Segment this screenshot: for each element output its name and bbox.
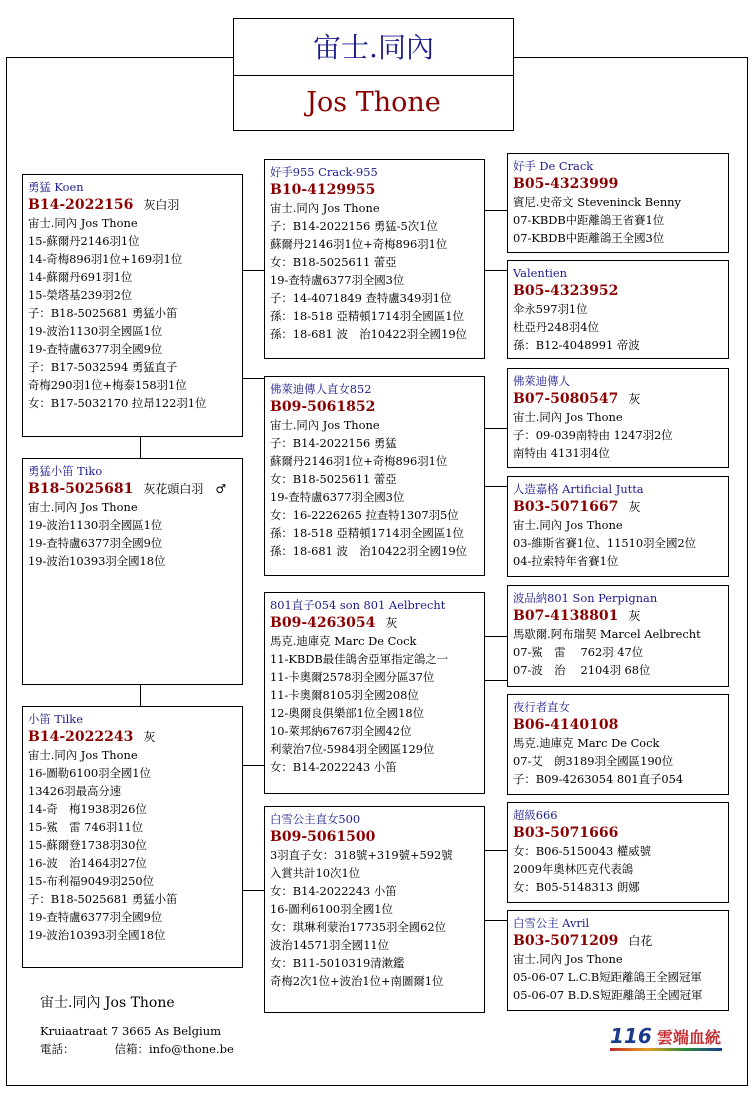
record-line: 女：B14-2022243 小笛	[270, 760, 397, 774]
record-line: 11-卡奧爾8105羽全國208位	[270, 688, 419, 702]
bird-name: 佛萊迪傳人	[513, 374, 570, 388]
ring-number: B10-4129955	[270, 182, 376, 198]
record-line: 19-波治1130羽全國區1位	[28, 324, 163, 338]
pedigree-box-sdd	[507, 476, 729, 577]
bird-name: 波品納801 Son Perpignan	[513, 591, 658, 605]
bird-color: 灰	[385, 616, 398, 630]
record-line: 波治14571羽全國11位	[270, 938, 390, 952]
record-line: 16-波 治1464羽27位	[28, 856, 147, 870]
record-line: 女：B18-5025611 蕾亞	[270, 255, 397, 269]
pedigree-box-sire-sire	[264, 159, 485, 359]
record-line: 11-卡奧爾2578羽全國分區37位	[270, 670, 435, 684]
record-line: 孫：18-681 波 治10422羽全國19位	[270, 327, 467, 341]
record-line: 14-奇 梅1938羽26位	[28, 802, 147, 816]
pedigree-box-subject	[22, 458, 243, 685]
record-line: 子：B14-2022156 勇猛-5次1位	[270, 219, 438, 233]
connector-line	[484, 680, 507, 681]
record-line: 女：B06-5150043 權威號	[513, 844, 652, 858]
record-line: 宙士.同內 Jos Thone	[513, 410, 623, 424]
pedigree-box-dss	[507, 585, 729, 687]
bird-color: 白花	[628, 934, 653, 948]
record-line: 子：09-039南特由 1247羽2位	[513, 428, 673, 442]
bird-color: 灰白羽	[143, 198, 180, 212]
logo-text: 雲端血統	[656, 1028, 721, 1047]
connector-line	[484, 920, 507, 921]
record-line: 15-榮塔基239羽2位	[28, 288, 133, 302]
record-line: 11-KBDB最佳鴿舍亞軍指定鴿之一	[270, 652, 449, 666]
ring-number: B05-4323999	[513, 176, 619, 192]
brand-logo	[610, 1024, 722, 1052]
record-line: 子：B18-5025681 勇猛小笛	[28, 306, 178, 320]
breeder-footer	[40, 994, 234, 1058]
breeder-address: Kruiaatraat 7 3665 As Belgium	[40, 1024, 222, 1038]
record-line: 19-查特盧6377羽全國9位	[28, 910, 163, 924]
pedigree-box-dam-sire	[264, 592, 485, 794]
connector-line	[484, 850, 507, 851]
record-line: 宙士.同內 Jos Thone	[28, 500, 138, 514]
bird-name: 佛萊迪傳人直女852	[270, 382, 372, 396]
record-line: 女：16-2226265 拉查特1307羽5位	[270, 508, 459, 522]
record-line: 宙士.同內 Jos Thone	[28, 748, 138, 762]
pedigree-box-ssd	[507, 260, 729, 359]
record-line: 杜亞丹248羽4位	[513, 320, 599, 334]
record-line: 10-萊邦納6767羽全國42位	[270, 724, 412, 738]
bird-name: 人造嘉格 Artificial Jutta	[513, 482, 644, 496]
ring-number: B09-5061500	[270, 829, 376, 845]
bird-color: 灰	[628, 392, 641, 406]
title-english: Jos Thone	[306, 87, 441, 118]
record-line: 宙士.同內 Jos Thone	[270, 201, 380, 215]
bird-name: 好手 De Crack	[513, 159, 594, 173]
record-line: 07-鯊 雷 762羽 47位	[513, 645, 644, 659]
record-line: 07-艾 朗3189羽全國區190位	[513, 754, 674, 768]
record-line: 蘇爾丹2146羽1位+奇梅896羽1位	[270, 237, 448, 251]
pedigree-box-ddd	[507, 910, 729, 1011]
record-line: 15-蘇爾登1738羽30位	[28, 838, 147, 852]
record-line: 女：B05-5148313 朗娜	[513, 880, 640, 894]
record-line: 3羽直子女：318號+319號+592號	[270, 848, 453, 862]
record-line: 宙士.同內 Jos Thone	[513, 518, 623, 532]
ring-number: B09-5061852	[270, 399, 376, 415]
connector-line	[484, 486, 507, 487]
record-line: 子：14-4071849 查特盧349羽1位	[270, 291, 452, 305]
bird-name: 勇猛小笛 Tiko	[28, 464, 103, 478]
record-line: 07-KBDB中距離鴿王全國3位	[513, 231, 665, 245]
ring-number: B07-5080547	[513, 391, 619, 407]
record-line: 孫：18-681 波 治10422羽全國19位	[270, 544, 467, 558]
record-line: 05-06-07 B.D.S短距離鴿王全國冠軍	[513, 988, 703, 1002]
record-line: 女：B11-5010319清漱鑑	[270, 956, 405, 970]
connector-line	[484, 270, 507, 271]
record-line: 子：B14-2022156 勇猛	[270, 436, 397, 450]
record-line: 奇梅2次1位+波治1位+南圖爾1位	[270, 974, 444, 988]
bird-name: 勇猛 Koen	[28, 180, 84, 194]
record-line: 南特由 4131羽4位	[513, 446, 610, 460]
pedigree-box-sds	[507, 368, 729, 468]
connector-line	[242, 270, 264, 271]
ring-number: B14-2022243	[28, 729, 134, 745]
record-line: 19-查特盧6377羽全國3位	[270, 490, 405, 504]
record-line: 19-查特盧6377羽全國9位	[28, 536, 163, 550]
record-line: 子：B18-5025681 勇猛小笛	[28, 892, 178, 906]
pedigree-box-sire-dam	[264, 376, 485, 576]
title-box	[233, 18, 514, 131]
bird-name: Valentien	[513, 266, 567, 280]
record-line: 女：B14-2022243 小笛	[270, 884, 397, 898]
email-text: 信箱：info@thone.be	[114, 1042, 234, 1056]
breeder-name: 宙士.同內 Jos Thone	[40, 995, 175, 1011]
bird-color: 灰	[628, 609, 641, 623]
pedigree-box-sss	[507, 153, 729, 253]
pedigree-box-sire	[22, 174, 243, 437]
bird-color: 灰花頭白羽 ♂	[143, 482, 227, 496]
record-line: 03-維斯省賽1位、11510羽全國2位	[513, 536, 696, 550]
record-line: 蘇爾丹2146羽1位+奇梅896羽1位	[270, 454, 448, 468]
record-line: 入賞共計10次1位	[270, 866, 361, 880]
record-line: 05-06-07 L.C.B短距離鴿王全國冠軍	[513, 970, 702, 984]
connector-line	[242, 765, 264, 766]
record-line: 孫：18-518 亞精頓1714羽全國區1位	[270, 526, 464, 540]
bird-name: 白雪公主直女500	[270, 812, 361, 826]
record-line: 15-蘇爾丹2146羽1位	[28, 234, 140, 248]
ring-number: B09-4263054	[270, 615, 376, 631]
record-line: 12-奧爾良俱樂部1位全國18位	[270, 706, 424, 720]
ring-number: B03-5071667	[513, 499, 619, 515]
record-line: 馬克.迪庫克 Marc De Cock	[270, 634, 417, 648]
ring-number: B05-4323952	[513, 283, 619, 299]
pedigree-box-dam-dam	[264, 806, 485, 1013]
record-line: 19-查特盧6377羽全國9位	[28, 342, 163, 356]
record-line: 19-查特盧6377羽全國3位	[270, 273, 405, 287]
ring-number: B03-5071209	[513, 933, 619, 949]
record-line: 利蒙治7位-5984羽全國區129位	[270, 742, 435, 756]
connector-line	[484, 210, 507, 211]
logo-number: 116	[610, 1024, 652, 1048]
record-line: 馬克.迪庫克 Marc De Cock	[513, 736, 660, 750]
record-line: 宙士.同內 Jos Thone	[270, 418, 380, 432]
record-line: 13426羽最高分速	[28, 784, 122, 798]
record-line: 子：B17-5032594 勇猛直子	[28, 360, 178, 374]
record-line: 19-波治10393羽全國18位	[28, 928, 166, 942]
record-line: 04-拉索特年省賽1位	[513, 554, 619, 568]
pedigree-box-dam	[22, 706, 243, 968]
connector-line	[242, 378, 264, 379]
bird-color: 灰	[628, 500, 641, 514]
connector-line	[484, 428, 507, 429]
pedigree-box-dsd	[507, 694, 729, 795]
record-line: 女：琪琳利蒙治17735羽全國62位	[270, 920, 447, 934]
record-line: 宙士.同內 Jos Thone	[28, 216, 138, 230]
bird-color: 灰	[143, 730, 156, 744]
logo-underline	[610, 1048, 722, 1051]
connector-line	[484, 636, 507, 637]
record-line: 宙士.同內 Jos Thone	[513, 952, 623, 966]
bird-name: 801直子054 son 801 Aelbrecht	[270, 598, 446, 612]
record-line: 07-波 治 2104羽 68位	[513, 663, 651, 677]
record-line: 15-布利福9049羽250位	[28, 874, 155, 888]
phone-label: 電話：	[40, 1042, 75, 1056]
record-line: 19-波治10393羽全國18位	[28, 554, 166, 568]
record-line: 賓尼.史帝文 Steveninck Benny	[513, 195, 681, 209]
record-line: 子：B09-4263054 801直子054	[513, 772, 684, 786]
title-chinese: 宙士.同內	[234, 19, 513, 76]
record-line: 伞永597羽1位	[513, 302, 588, 316]
connector-line	[140, 684, 141, 706]
bird-name: 白雪公主 Avril	[513, 916, 590, 930]
record-line: 16-圖利6100羽全國1位	[270, 902, 393, 916]
record-line: 女：B18-5025611 蕾亞	[270, 472, 397, 486]
ring-number: B18-5025681	[28, 481, 134, 497]
ring-number: B06-4140108	[513, 717, 619, 733]
record-line: 16-圖勒6100羽全國1位	[28, 766, 151, 780]
record-line: 15-鯊 雷 746羽11位	[28, 820, 144, 834]
record-line: 19-波治1130羽全國區1位	[28, 518, 163, 532]
connector-line	[140, 436, 141, 458]
record-line: 女：B17-5032170 拉昂122羽1位	[28, 396, 207, 410]
record-line: 孫：B12-4048991 帝波	[513, 338, 640, 352]
record-line: 孫：18-518 亞精頓1714羽全國區1位	[270, 309, 464, 323]
record-line: 馬歇爾.阿布瑞契 Marcel Aelbrecht	[513, 627, 701, 641]
bird-name: 超級666	[513, 808, 558, 822]
record-line: 14-蘇爾丹691羽1位	[28, 270, 133, 284]
ring-number: B03-5071666	[513, 825, 619, 841]
bird-name: 夜行者直女	[513, 700, 570, 714]
bird-name: 好手955 Crack-955	[270, 165, 378, 179]
ring-number: B07-4138801	[513, 608, 619, 624]
record-line: 2009年奧林匹克代表鴿	[513, 862, 634, 876]
record-line: 14-奇梅896羽1位+169羽1位	[28, 252, 183, 266]
ring-number: B14-2022156	[28, 197, 134, 213]
pedigree-box-dds	[507, 802, 729, 903]
breeder-contact	[40, 1040, 234, 1058]
bird-name: 小笛 Tilke	[28, 712, 83, 726]
record-line: 07-KBDB中距離鴿王省賽1位	[513, 213, 665, 227]
record-line: 奇梅290羽1位+梅泰158羽1位	[28, 378, 187, 392]
connector-line	[242, 890, 264, 891]
